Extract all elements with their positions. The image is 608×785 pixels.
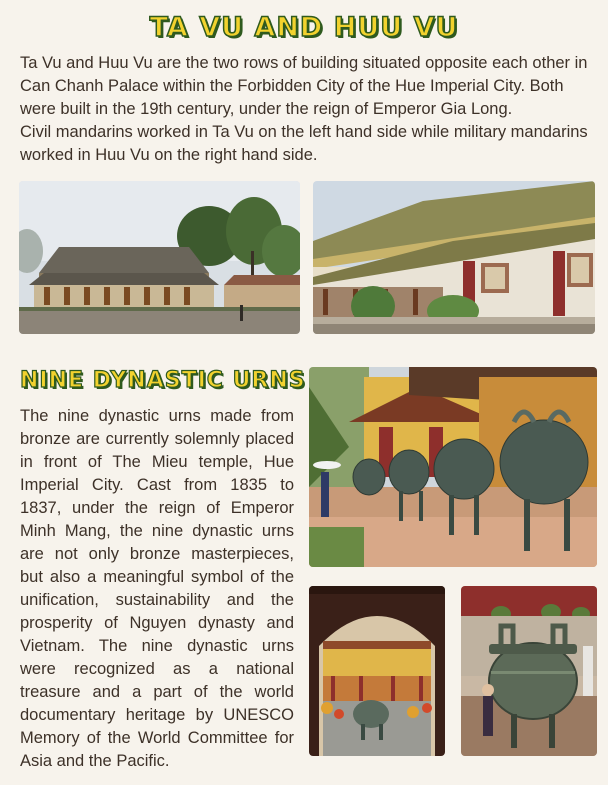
- ta-vu-huu-vu-paragraph-1: Ta Vu and Huu Vu are the two rows of building situated opposite each other in Can Chanh Palace within the Forbidden City of the Hue Imperial City. Both were built in the 19th century, under the reign of Emperor Gia Long.: [20, 54, 588, 118]
- ta-vu-huu-vu-description: [20, 52, 600, 167]
- nine-dynastic-urns-description: The nine dynastic urns made from bronze are currently solemnly placed in front of The Mieu temple, Hue Imperial City. Cast from 1835 to 1837, under the reign of Emperor Minh Mang, the nine dynastic urns are not only bronze masterpieces, but also a meaningful symbol of the unification, sustainability and the prosperity of Nguyen dynasty and Vietnam. The nine dynastic urns were recognized as a national treasure and a part of the world documentary heritage by UNESCO Memory of the World Committee for Asia and the Pacific.: [20, 407, 294, 770]
- urn-through-gate-photo: [309, 586, 445, 756]
- huu-vu-building-photo: [313, 181, 595, 334]
- nine-urns-temple-photo: [309, 367, 597, 567]
- section-title-nine-dynastic-urns: NINE DYNASTIC URNS: [20, 368, 306, 393]
- urn-closeup-photo: [461, 586, 597, 756]
- section-title-ta-vu-huu-vu: TA VU AND HUU VU: [149, 12, 459, 43]
- ta-vu-building-photo: [19, 181, 300, 334]
- ta-vu-huu-vu-paragraph-2: Civil mandarins worked in Ta Vu on the left hand side while military mandarins worked in Huu Vu on the right hand side.: [20, 123, 588, 164]
